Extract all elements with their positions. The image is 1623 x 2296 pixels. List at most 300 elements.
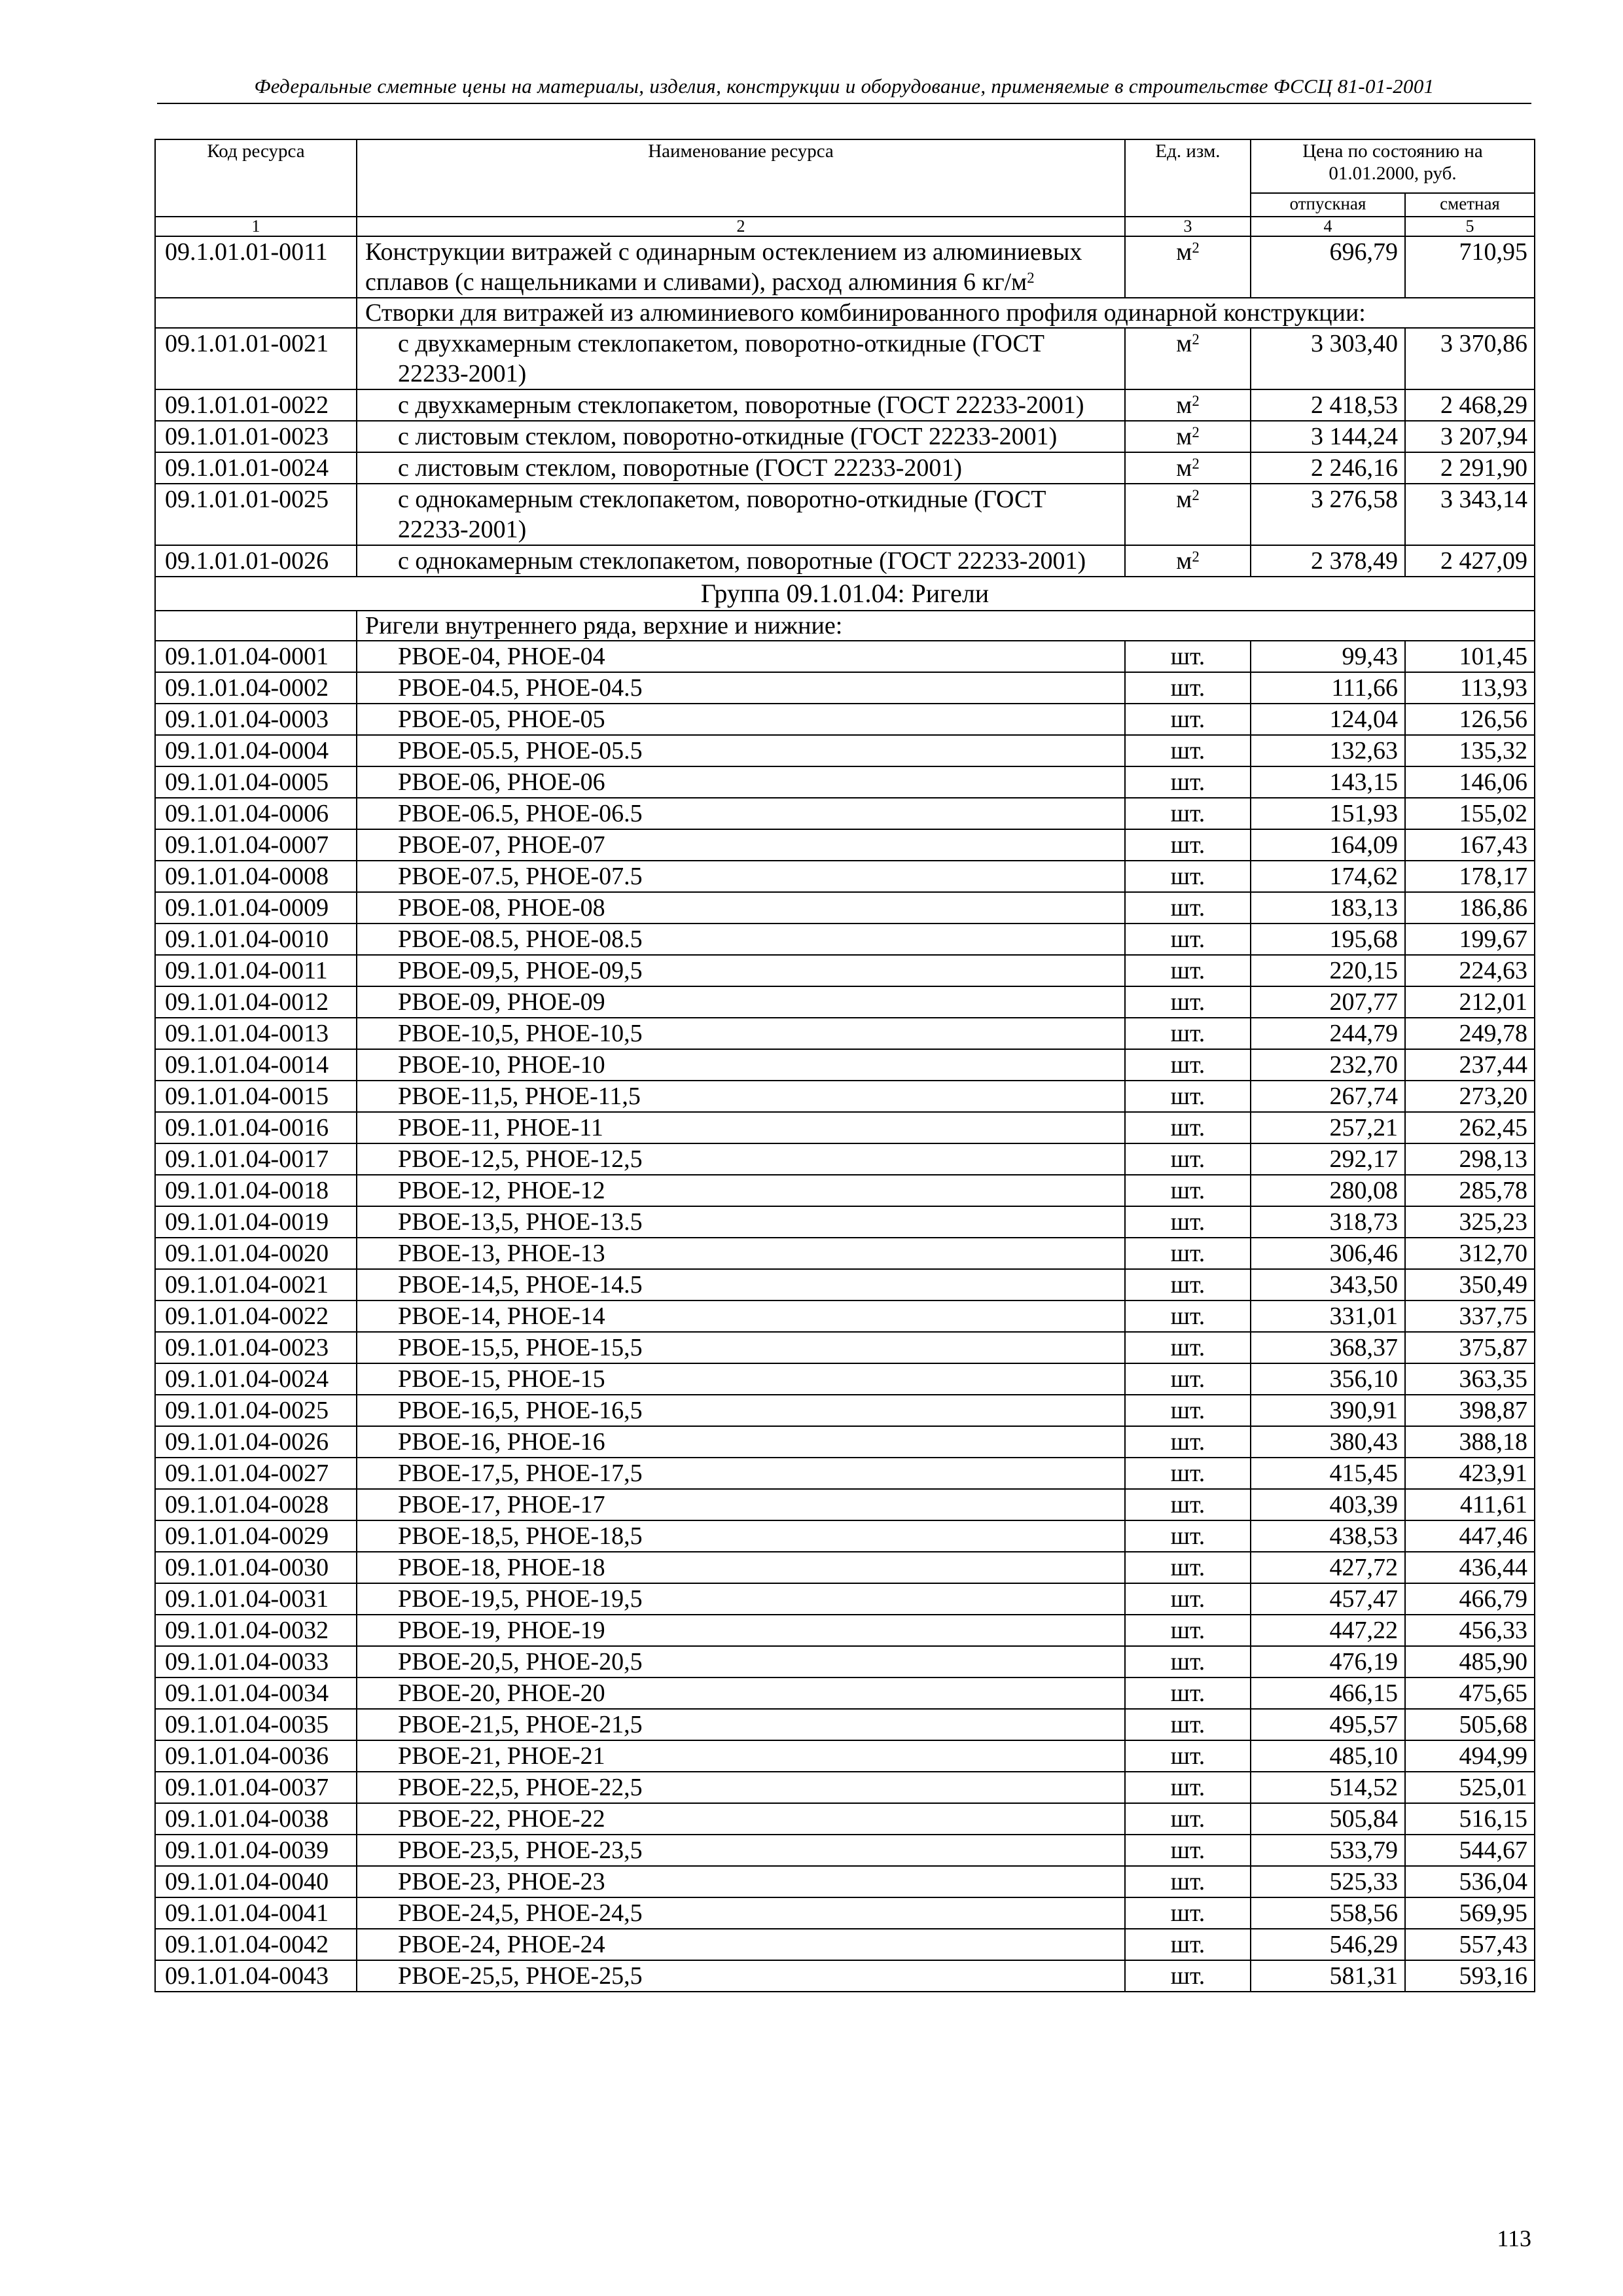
resource-name xyxy=(357,1709,1125,1740)
resource-code: 09.1.01.04-0035 xyxy=(155,1709,357,1740)
table-row xyxy=(155,1081,1535,1112)
release-price: 390,91 xyxy=(1251,1395,1405,1426)
resource-name xyxy=(357,1269,1125,1300)
unit-text: м xyxy=(1176,454,1192,482)
column-number: 4 xyxy=(1251,217,1405,236)
table-row xyxy=(155,672,1535,704)
superscript: 2 xyxy=(1192,548,1200,565)
estimate-price: 593,16 xyxy=(1405,1960,1535,1992)
unit: шт. xyxy=(1125,924,1251,955)
table-row xyxy=(155,924,1535,955)
unit: шт. xyxy=(1125,1206,1251,1238)
unit: шт. xyxy=(1125,1583,1251,1615)
resource-code: 09.1.01.04-0016 xyxy=(155,1112,357,1143)
unit: шт. xyxy=(1125,1395,1251,1426)
table-row xyxy=(155,1112,1535,1143)
table-row xyxy=(155,545,1535,577)
resource-name xyxy=(357,236,1125,298)
empty-cell xyxy=(155,298,357,328)
resource-code: 09.1.01.04-0017 xyxy=(155,1143,357,1175)
table-row xyxy=(155,1677,1535,1709)
resource-code: 09.1.01.04-0007 xyxy=(155,829,357,861)
estimate-price: 466,79 xyxy=(1405,1583,1535,1615)
release-price: 505,84 xyxy=(1251,1803,1405,1835)
estimate-price: 2 468,29 xyxy=(1405,389,1535,421)
resource-code: 09.1.01.04-0026 xyxy=(155,1426,357,1458)
superscript: 2 xyxy=(1192,487,1200,503)
estimate-price: 3 207,94 xyxy=(1405,421,1535,452)
group-title: Группа 09.1.01.04: Ригели xyxy=(155,577,1535,611)
release-price: 151,93 xyxy=(1251,798,1405,829)
resource-name-text: РВОЕ-05, РНОЕ-05 xyxy=(398,706,605,733)
table-row xyxy=(155,955,1535,986)
estimate-price: 212,01 xyxy=(1405,986,1535,1018)
estimate-price: 126,56 xyxy=(1405,704,1535,735)
release-price: 356,10 xyxy=(1251,1363,1405,1395)
resource-code: 09.1.01.04-0041 xyxy=(155,1897,357,1929)
release-price: 111,66 xyxy=(1251,672,1405,704)
resource-name xyxy=(357,1175,1125,1206)
unit: шт. xyxy=(1125,829,1251,861)
release-price: 447,22 xyxy=(1251,1615,1405,1646)
resource-code: 09.1.01.04-0004 xyxy=(155,735,357,766)
estimate-price: 569,95 xyxy=(1405,1897,1535,1929)
page-number: 113 xyxy=(1497,2225,1531,2251)
resource-name xyxy=(357,1489,1125,1520)
estimate-price: 237,44 xyxy=(1405,1049,1535,1081)
resource-name xyxy=(357,861,1125,892)
resource-name xyxy=(357,1929,1125,1960)
estimate-price: 113,93 xyxy=(1405,672,1535,704)
estimate-price: 337,75 xyxy=(1405,1300,1535,1332)
header-unit: Ед. изм. xyxy=(1125,139,1251,217)
resource-name-text: РВОЕ-25,5, РНОЕ-25,5 xyxy=(398,1962,643,1990)
estimate-price: 423,91 xyxy=(1405,1458,1535,1489)
resource-code: 09.1.01.04-0011 xyxy=(155,955,357,986)
release-price: 99,43 xyxy=(1251,641,1405,672)
resource-name-text: РВОЕ-10,5, РНОЕ-10,5 xyxy=(398,1020,643,1047)
resource-name-text: РВОЕ-11, РНОЕ-11 xyxy=(398,1114,603,1141)
table-row xyxy=(155,1395,1535,1426)
release-price: 438,53 xyxy=(1251,1520,1405,1552)
release-price: 427,72 xyxy=(1251,1552,1405,1583)
table-row xyxy=(155,1552,1535,1583)
resource-name-text: РВОЕ-12, РНОЕ-12 xyxy=(398,1177,605,1204)
resource-code: 09.1.01.04-0019 xyxy=(155,1206,357,1238)
resource-name xyxy=(357,1646,1125,1677)
estimate-price: 350,49 xyxy=(1405,1269,1535,1300)
release-price: 476,19 xyxy=(1251,1646,1405,1677)
resource-name-text: РВОЕ-09, РНОЕ-09 xyxy=(398,988,605,1016)
unit: шт. xyxy=(1125,641,1251,672)
release-price: 2 246,16 xyxy=(1251,452,1405,484)
unit: шт. xyxy=(1125,1772,1251,1803)
table-row xyxy=(155,829,1535,861)
resource-name-text: РВОЕ-23,5, РНОЕ-23,5 xyxy=(398,1837,643,1864)
resource-code: 09.1.01.04-0039 xyxy=(155,1835,357,1866)
resource-name xyxy=(357,452,1125,484)
release-price: 525,33 xyxy=(1251,1866,1405,1897)
resource-name xyxy=(357,1520,1125,1552)
resource-name xyxy=(357,1395,1125,1426)
resource-code: 09.1.01.04-0029 xyxy=(155,1520,357,1552)
release-price: 558,56 xyxy=(1251,1897,1405,1929)
resource-name-text: с листовым стеклом, поворотные (ГОСТ 22233-2001) xyxy=(398,454,963,482)
estimate-price: 224,63 xyxy=(1405,955,1535,986)
resource-name xyxy=(357,1615,1125,1646)
table-row xyxy=(155,421,1535,452)
resource-name xyxy=(357,1332,1125,1363)
estimate-price: 544,67 xyxy=(1405,1835,1535,1866)
unit xyxy=(1125,328,1251,389)
table-row xyxy=(155,766,1535,798)
resource-name-text: РВОЕ-22,5, РНОЕ-22,5 xyxy=(398,1774,643,1801)
table-row xyxy=(155,1835,1535,1866)
resource-name-text: РВОЕ-21,5, РНОЕ-21,5 xyxy=(398,1711,643,1738)
header-row xyxy=(155,139,1535,193)
release-price: 257,21 xyxy=(1251,1112,1405,1143)
estimate-price: 199,67 xyxy=(1405,924,1535,955)
estimate-price: 516,15 xyxy=(1405,1803,1535,1835)
resource-code: 09.1.01.04-0006 xyxy=(155,798,357,829)
unit: шт. xyxy=(1125,1897,1251,1929)
estimate-price: 710,95 xyxy=(1405,236,1535,298)
column-number: 3 xyxy=(1125,217,1251,236)
resource-name-text: РВОЕ-15, РНОЕ-15 xyxy=(398,1365,605,1393)
unit-text: м xyxy=(1176,547,1192,575)
resource-name-text: РВОЕ-11,5, РНОЕ-11,5 xyxy=(398,1083,641,1110)
estimate-price: 436,44 xyxy=(1405,1552,1535,1583)
unit: шт. xyxy=(1125,1363,1251,1395)
unit: шт. xyxy=(1125,1960,1251,1992)
resource-code: 09.1.01.04-0033 xyxy=(155,1646,357,1677)
resource-name xyxy=(357,1206,1125,1238)
resource-code: 09.1.01.04-0042 xyxy=(155,1929,357,1960)
resource-code: 09.1.01.04-0009 xyxy=(155,892,357,924)
resource-name-text: с однокамерным стеклопакетом, поворотные (ГОСТ 22233-2001) xyxy=(398,547,1086,575)
resource-code: 09.1.01.04-0013 xyxy=(155,1018,357,1049)
unit: шт. xyxy=(1125,1458,1251,1489)
resource-name-text: РВОЕ-13,5, РНОЕ-13.5 xyxy=(398,1208,643,1236)
resource-name xyxy=(357,1300,1125,1332)
unit: шт. xyxy=(1125,766,1251,798)
unit: шт. xyxy=(1125,1112,1251,1143)
resource-code: 09.1.01.01-0025 xyxy=(155,484,357,545)
unit: шт. xyxy=(1125,1489,1251,1520)
release-price: 3 303,40 xyxy=(1251,328,1405,389)
release-price: 232,70 xyxy=(1251,1049,1405,1081)
column-number: 5 xyxy=(1405,217,1535,236)
resource-code: 09.1.01.04-0043 xyxy=(155,1960,357,1992)
resource-name-text: РВОЕ-06, РНОЕ-06 xyxy=(398,768,605,796)
resource-name xyxy=(357,766,1125,798)
unit: шт. xyxy=(1125,1677,1251,1709)
release-price: 2 418,53 xyxy=(1251,389,1405,421)
resource-code: 09.1.01.01-0026 xyxy=(155,545,357,577)
resource-name xyxy=(357,1081,1125,1112)
resource-name xyxy=(357,1897,1125,1929)
resource-name-text: РВОЕ-06.5, РНОЕ-06.5 xyxy=(398,800,643,827)
header-estimate: сметная xyxy=(1405,193,1535,217)
resource-name xyxy=(357,1803,1125,1835)
unit-text: м xyxy=(1176,391,1192,419)
release-price: 533,79 xyxy=(1251,1835,1405,1866)
resource-name-text: РВОЕ-24,5, РНОЕ-24,5 xyxy=(398,1899,643,1927)
resource-name-text: РВОЕ-19, РНОЕ-19 xyxy=(398,1617,605,1644)
header-price-group: Цена по состоянию на 01.01.2000, руб. xyxy=(1251,139,1535,193)
resource-name-text: РВОЕ-14,5, РНОЕ-14.5 xyxy=(398,1271,643,1299)
table-row xyxy=(155,735,1535,766)
resource-name-text: РВОЕ-20, РНОЕ-20 xyxy=(398,1679,605,1707)
resource-code: 09.1.01.04-0015 xyxy=(155,1081,357,1112)
unit: шт. xyxy=(1125,704,1251,735)
resource-code: 09.1.01.04-0024 xyxy=(155,1363,357,1395)
release-price: 466,15 xyxy=(1251,1677,1405,1709)
resource-name xyxy=(357,1835,1125,1866)
unit xyxy=(1125,389,1251,421)
unit xyxy=(1125,484,1251,545)
release-price: 415,45 xyxy=(1251,1458,1405,1489)
release-price: 280,08 xyxy=(1251,1175,1405,1206)
resource-code: 09.1.01.04-0030 xyxy=(155,1552,357,1583)
header-release: отпускная xyxy=(1251,193,1405,217)
column-number-row xyxy=(155,217,1535,236)
table-row xyxy=(155,986,1535,1018)
table-row xyxy=(155,1803,1535,1835)
table-row xyxy=(155,704,1535,735)
table-row xyxy=(155,1206,1535,1238)
superscript: 2 xyxy=(1192,240,1200,256)
resource-name xyxy=(357,798,1125,829)
table-row xyxy=(155,1489,1535,1520)
unit: шт. xyxy=(1125,1269,1251,1300)
resource-name xyxy=(357,672,1125,704)
resource-name-text: РВОЕ-16,5, РНОЕ-16,5 xyxy=(398,1397,643,1424)
resource-name xyxy=(357,1458,1125,1489)
table-row xyxy=(155,1929,1535,1960)
estimate-price: 249,78 xyxy=(1405,1018,1535,1049)
estimate-price: 186,86 xyxy=(1405,892,1535,924)
table-row xyxy=(155,1615,1535,1646)
release-price: 696,79 xyxy=(1251,236,1405,298)
table-row xyxy=(155,328,1535,389)
group-row xyxy=(155,577,1535,611)
table-row xyxy=(155,1238,1535,1269)
table-row xyxy=(155,1332,1535,1363)
resource-name-text: с двухкамерным стеклопакетом, поворотно-откидные (ГОСТ 22233-2001) xyxy=(398,330,1044,387)
release-price: 457,47 xyxy=(1251,1583,1405,1615)
resource-name-text: с двухкамерным стеклопакетом, поворотные (ГОСТ 22233-2001) xyxy=(398,391,1084,419)
unit: шт. xyxy=(1125,1300,1251,1332)
table-row xyxy=(155,1269,1535,1300)
release-price: 2 378,49 xyxy=(1251,545,1405,577)
resource-code: 09.1.01.01-0022 xyxy=(155,389,357,421)
estimate-price: 475,65 xyxy=(1405,1677,1535,1709)
release-price: 292,17 xyxy=(1251,1143,1405,1175)
estimate-price: 3 343,14 xyxy=(1405,484,1535,545)
resource-name xyxy=(357,986,1125,1018)
resource-name xyxy=(357,421,1125,452)
resource-code: 09.1.01.04-0021 xyxy=(155,1269,357,1300)
resource-name xyxy=(357,1112,1125,1143)
resource-name-text: РВОЕ-18,5, РНОЕ-18,5 xyxy=(398,1522,643,1550)
unit: шт. xyxy=(1125,1803,1251,1835)
unit-text: м xyxy=(1176,330,1192,357)
resource-name xyxy=(357,1238,1125,1269)
release-price: 124,04 xyxy=(1251,704,1405,735)
table-row xyxy=(155,1740,1535,1772)
estimate-price: 167,43 xyxy=(1405,829,1535,861)
table-row xyxy=(155,1143,1535,1175)
unit: шт. xyxy=(1125,1740,1251,1772)
release-price: 514,52 xyxy=(1251,1772,1405,1803)
resource-name-text: РВОЕ-23, РНОЕ-23 xyxy=(398,1868,605,1895)
resource-name-text: РВОЕ-07.5, РНОЕ-07.5 xyxy=(398,863,643,890)
resource-name-text: РВОЕ-22, РНОЕ-22 xyxy=(398,1805,605,1833)
resource-code: 09.1.01.04-0012 xyxy=(155,986,357,1018)
table-row xyxy=(155,236,1535,298)
estimate-price: 325,23 xyxy=(1405,1206,1535,1238)
release-price: 368,37 xyxy=(1251,1332,1405,1363)
table-row xyxy=(155,798,1535,829)
resource-name xyxy=(357,1143,1125,1175)
resource-code: 09.1.01.01-0023 xyxy=(155,421,357,452)
table-row xyxy=(155,1520,1535,1552)
unit: шт. xyxy=(1125,1646,1251,1677)
release-price: 164,09 xyxy=(1251,829,1405,861)
resource-code: 09.1.01.04-0025 xyxy=(155,1395,357,1426)
header-rule xyxy=(157,103,1531,104)
price-table xyxy=(154,139,1535,1992)
running-header: Федеральные сметные цены на материалы, изделия, конструкции и оборудование, применяемые в строительстве ФССЦ 81-01-2001 xyxy=(254,75,1435,98)
resource-name xyxy=(357,1018,1125,1049)
resource-code: 09.1.01.04-0038 xyxy=(155,1803,357,1835)
resource-name-text: РВОЕ-17,5, РНОЕ-17,5 xyxy=(398,1460,643,1487)
resource-name-text: РВОЕ-14, РНОЕ-14 xyxy=(398,1302,605,1330)
superscript: 2 xyxy=(1192,424,1200,440)
resource-code: 09.1.01.04-0031 xyxy=(155,1583,357,1615)
estimate-price: 485,90 xyxy=(1405,1646,1535,1677)
resource-name xyxy=(357,955,1125,986)
resource-name-text: РВОЕ-16, РНОЕ-16 xyxy=(398,1428,605,1456)
superscript: 2 xyxy=(1192,393,1200,409)
unit: шт. xyxy=(1125,1426,1251,1458)
release-price: 3 144,24 xyxy=(1251,421,1405,452)
resource-name-text: РВОЕ-13, РНОЕ-13 xyxy=(398,1240,605,1267)
estimate-price: 505,68 xyxy=(1405,1709,1535,1740)
resource-code: 09.1.01.04-0022 xyxy=(155,1300,357,1332)
estimate-price: 388,18 xyxy=(1405,1426,1535,1458)
table-row xyxy=(155,1018,1535,1049)
resource-name xyxy=(357,1866,1125,1897)
subheading-row xyxy=(155,298,1535,328)
resource-name xyxy=(357,545,1125,577)
unit: шт. xyxy=(1125,861,1251,892)
resource-name xyxy=(357,1426,1125,1458)
release-price: 174,62 xyxy=(1251,861,1405,892)
table-row xyxy=(155,452,1535,484)
unit: шт. xyxy=(1125,1238,1251,1269)
release-price: 546,29 xyxy=(1251,1929,1405,1960)
resource-name-text: РВОЕ-20,5, РНОЕ-20,5 xyxy=(398,1648,643,1676)
estimate-price: 525,01 xyxy=(1405,1772,1535,1803)
estimate-price: 298,13 xyxy=(1405,1143,1535,1175)
column-number: 1 xyxy=(155,217,357,236)
estimate-price: 146,06 xyxy=(1405,766,1535,798)
estimate-price: 456,33 xyxy=(1405,1615,1535,1646)
unit xyxy=(1125,545,1251,577)
estimate-price: 285,78 xyxy=(1405,1175,1535,1206)
header-code: Код ресурса xyxy=(155,139,357,217)
unit: шт. xyxy=(1125,986,1251,1018)
resource-name xyxy=(357,1583,1125,1615)
unit-text: м xyxy=(1176,238,1192,266)
estimate-price: 3 370,86 xyxy=(1405,328,1535,389)
resource-name xyxy=(357,641,1125,672)
unit: шт. xyxy=(1125,1143,1251,1175)
estimate-price: 363,35 xyxy=(1405,1363,1535,1395)
estimate-price: 375,87 xyxy=(1405,1332,1535,1363)
resource-name-text: РВОЕ-04, РНОЕ-04 xyxy=(398,643,605,670)
resource-name-text: РВОЕ-09,5, РНОЕ-09,5 xyxy=(398,957,643,984)
resource-name xyxy=(357,924,1125,955)
unit: шт. xyxy=(1125,1081,1251,1112)
unit: шт. xyxy=(1125,955,1251,986)
subheading-row xyxy=(155,611,1535,641)
estimate-price: 447,46 xyxy=(1405,1520,1535,1552)
superscript: 2 xyxy=(1192,456,1200,472)
unit: шт. xyxy=(1125,798,1251,829)
estimate-price: 557,43 xyxy=(1405,1929,1535,1960)
table-row xyxy=(155,861,1535,892)
resource-name-text: РВОЕ-08, РНОЕ-08 xyxy=(398,894,605,922)
release-price: 183,13 xyxy=(1251,892,1405,924)
resource-code: 09.1.01.04-0005 xyxy=(155,766,357,798)
resource-code: 09.1.01.04-0014 xyxy=(155,1049,357,1081)
superscript: 2 xyxy=(1027,270,1035,286)
table-row xyxy=(155,641,1535,672)
estimate-price: 312,70 xyxy=(1405,1238,1535,1269)
table-row xyxy=(155,484,1535,545)
table-row xyxy=(155,1960,1535,1992)
estimate-price: 2 427,09 xyxy=(1405,545,1535,577)
unit: шт. xyxy=(1125,1709,1251,1740)
resource-code: 09.1.01.04-0002 xyxy=(155,672,357,704)
resource-name-text: РВОЕ-07, РНОЕ-07 xyxy=(398,831,605,859)
resource-name-text: РВОЕ-24, РНОЕ-24 xyxy=(398,1931,605,1958)
resource-name xyxy=(357,1677,1125,1709)
estimate-price: 536,04 xyxy=(1405,1866,1535,1897)
unit: шт. xyxy=(1125,1552,1251,1583)
resource-name xyxy=(357,1772,1125,1803)
table-row xyxy=(155,1866,1535,1897)
empty-cell xyxy=(155,611,357,641)
subheading: Ригели внутреннего ряда, верхние и нижние: xyxy=(357,611,1535,641)
resource-code: 09.1.01.04-0010 xyxy=(155,924,357,955)
estimate-price: 273,20 xyxy=(1405,1081,1535,1112)
resource-code: 09.1.01.01-0024 xyxy=(155,452,357,484)
resource-name xyxy=(357,328,1125,389)
unit: шт. xyxy=(1125,1049,1251,1081)
unit: шт. xyxy=(1125,1866,1251,1897)
release-price: 244,79 xyxy=(1251,1018,1405,1049)
release-price: 581,31 xyxy=(1251,1960,1405,1992)
unit: шт. xyxy=(1125,1332,1251,1363)
table-row xyxy=(155,389,1535,421)
resource-name xyxy=(357,1552,1125,1583)
resource-code: 09.1.01.04-0037 xyxy=(155,1772,357,1803)
resource-code: 09.1.01.04-0003 xyxy=(155,704,357,735)
